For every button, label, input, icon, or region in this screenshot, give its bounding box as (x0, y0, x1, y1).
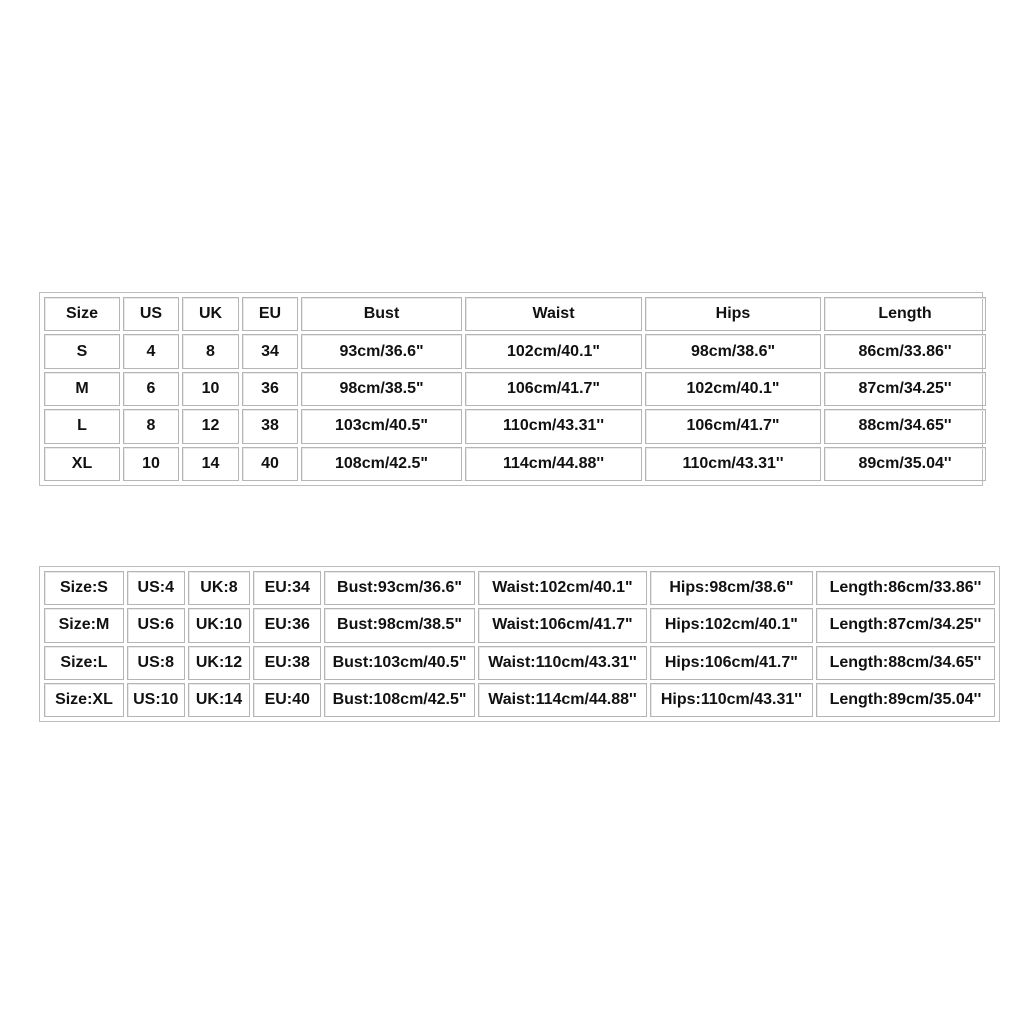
cell-hips: 102cm/40.1" (645, 372, 821, 406)
cell-waist: 110cm/43.31'' (465, 409, 642, 443)
header-cell-bust: Bust (301, 297, 462, 331)
table-row (44, 447, 986, 481)
cell-length: Length:86cm/33.86'' (816, 571, 995, 605)
cell-hips: 106cm/41.7" (645, 409, 821, 443)
cell-bust: Bust:108cm/42.5" (324, 683, 475, 717)
cell-waist: Waist:110cm/43.31'' (478, 646, 647, 680)
cell-size: S (44, 334, 120, 368)
header-cell-waist: Waist (465, 297, 642, 331)
header-cell-us: US (123, 297, 179, 331)
cell-eu: EU:36 (253, 608, 321, 642)
header-cell-size: Size (44, 297, 120, 331)
cell-hips: Hips:98cm/38.6" (650, 571, 813, 605)
cell-us: 6 (123, 372, 179, 406)
cell-eu: EU:38 (253, 646, 321, 680)
table-row (44, 683, 995, 717)
header-cell-eu: EU (242, 297, 298, 331)
cell-length: 87cm/34.25'' (824, 372, 986, 406)
table-row (44, 608, 995, 642)
header-cell-uk: UK (182, 297, 239, 331)
cell-eu: 34 (242, 334, 298, 368)
table-row (44, 646, 995, 680)
cell-uk: 10 (182, 372, 239, 406)
cell-length: 89cm/35.04'' (824, 447, 986, 481)
header-row (44, 297, 986, 331)
cell-bust: Bust:98cm/38.5" (324, 608, 475, 642)
cell-uk: UK:12 (188, 646, 251, 680)
cell-hips: Hips:106cm/41.7" (650, 646, 813, 680)
cell-uk: 14 (182, 447, 239, 481)
cell-bust: 108cm/42.5" (301, 447, 462, 481)
cell-us: US:8 (127, 646, 185, 680)
cell-hips: Hips:110cm/43.31'' (650, 683, 813, 717)
cell-size: Size:L (44, 646, 124, 680)
cell-us: US:4 (127, 571, 185, 605)
cell-us: US:10 (127, 683, 185, 717)
cell-size: Size:S (44, 571, 124, 605)
table-row (44, 372, 986, 406)
cell-bust: 103cm/40.5" (301, 409, 462, 443)
cell-size: XL (44, 447, 120, 481)
size-chart-grid-2 (41, 568, 998, 720)
cell-us: US:6 (127, 608, 185, 642)
size-chart-table-2 (39, 566, 1000, 722)
cell-size: L (44, 409, 120, 443)
cell-waist: Waist:114cm/44.88'' (478, 683, 647, 717)
cell-us: 8 (123, 409, 179, 443)
cell-hips: 98cm/38.6" (645, 334, 821, 368)
cell-waist: Waist:102cm/40.1" (478, 571, 647, 605)
cell-length: Length:89cm/35.04'' (816, 683, 995, 717)
header-cell-hips: Hips (645, 297, 821, 331)
cell-bust: 93cm/36.6" (301, 334, 462, 368)
cell-hips: 110cm/43.31'' (645, 447, 821, 481)
cell-size: Size:M (44, 608, 124, 642)
cell-eu: EU:34 (253, 571, 321, 605)
cell-uk: 8 (182, 334, 239, 368)
cell-eu: EU:40 (253, 683, 321, 717)
cell-eu: 40 (242, 447, 298, 481)
cell-waist: 102cm/40.1" (465, 334, 642, 368)
cell-uk: UK:10 (188, 608, 251, 642)
cell-uk: 12 (182, 409, 239, 443)
header-cell-length: Length (824, 297, 986, 331)
cell-eu: 38 (242, 409, 298, 443)
cell-us: 10 (123, 447, 179, 481)
cell-length: 88cm/34.65'' (824, 409, 986, 443)
cell-size: Size:XL (44, 683, 124, 717)
cell-hips: Hips:102cm/40.1" (650, 608, 813, 642)
table-row (44, 571, 995, 605)
cell-waist: 114cm/44.88'' (465, 447, 642, 481)
cell-uk: UK:8 (188, 571, 251, 605)
size-chart-grid-1 (41, 294, 989, 484)
cell-uk: UK:14 (188, 683, 251, 717)
cell-length: 86cm/33.86'' (824, 334, 986, 368)
cell-bust: Bust:93cm/36.6" (324, 571, 475, 605)
cell-us: 4 (123, 334, 179, 368)
cell-bust: Bust:103cm/40.5" (324, 646, 475, 680)
cell-eu: 36 (242, 372, 298, 406)
cell-size: M (44, 372, 120, 406)
cell-length: Length:87cm/34.25'' (816, 608, 995, 642)
cell-waist: Waist:106cm/41.7" (478, 608, 647, 642)
cell-waist: 106cm/41.7" (465, 372, 642, 406)
cell-bust: 98cm/38.5" (301, 372, 462, 406)
table-row (44, 334, 986, 368)
cell-length: Length:88cm/34.65'' (816, 646, 995, 680)
size-chart-table-1 (39, 292, 983, 486)
table-row (44, 409, 986, 443)
